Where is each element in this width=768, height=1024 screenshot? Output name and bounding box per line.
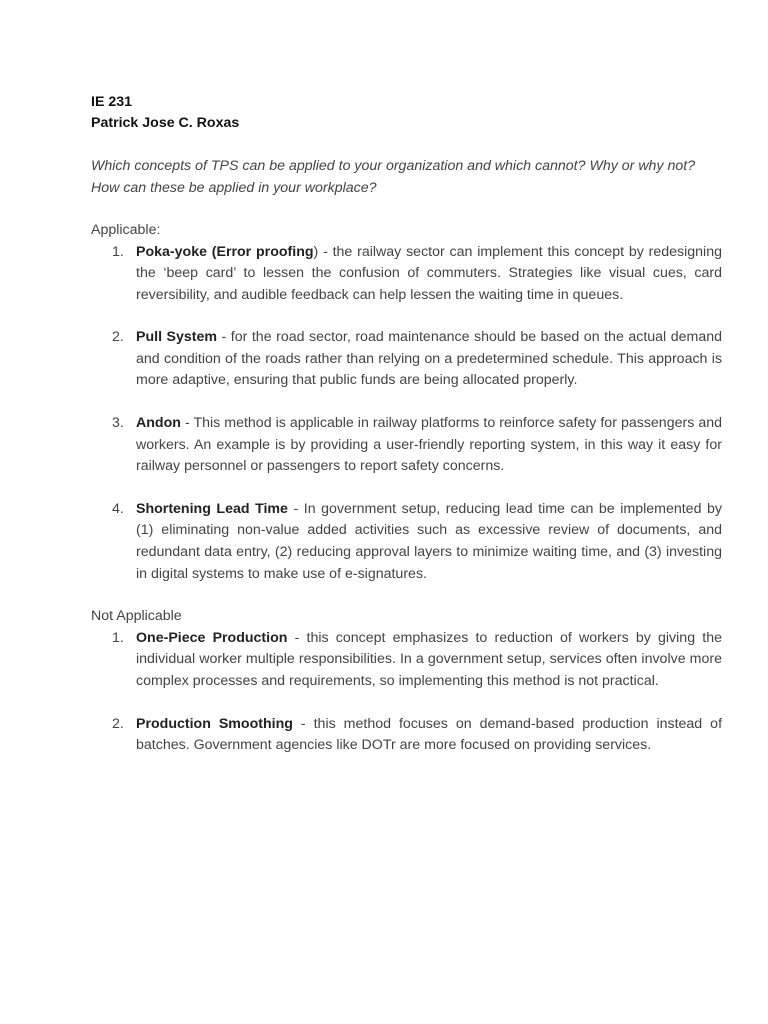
item-description: - for the road sector, road maintenance should be based on the actual demand and condition of the roads rather than relying on a predetermined schedule. This approach is more adaptive, ensuring that public funds are being allocated properly.	[136, 329, 722, 389]
item-term: Shortening Lead Time	[136, 500, 288, 517]
not-applicable-section	[91, 606, 722, 756]
list-item	[91, 327, 722, 392]
course-code: IE 231	[91, 94, 133, 110]
item-term: Andon	[136, 415, 181, 432]
list-item	[91, 242, 722, 307]
item-number: 4.	[112, 500, 124, 517]
item-number: 2.	[112, 329, 124, 346]
item-term: One-Piece Production	[136, 629, 288, 646]
applicable-section	[91, 220, 722, 585]
list-item	[91, 714, 722, 757]
item-description: ) - the railway sector can implement this concept by redesigning the ‘beep card’ to lessen the confusion of commuters. Strategies like visual cues, card reversibility, and audible feedback can help lessen the waiting time in queues.	[136, 243, 722, 303]
item-number: 3.	[112, 415, 124, 432]
item-number: 1.	[112, 629, 124, 646]
list-item	[91, 413, 722, 478]
item-term: Pull System	[136, 329, 218, 346]
not-applicable-heading: Not Applicable	[91, 608, 182, 625]
question-prompt	[91, 156, 722, 199]
item-number: 1.	[112, 243, 124, 260]
item-term: Production Smoothing	[136, 715, 293, 732]
question-line-2: How can these be applied in your workplace?	[91, 179, 377, 196]
applicable-heading: Applicable:	[91, 222, 161, 238]
list-item	[91, 628, 722, 693]
list-item	[91, 499, 722, 585]
not-applicable-list	[91, 628, 722, 757]
applicable-list	[91, 242, 722, 586]
item-description: - this method focuses on demand-based production instead of batches. Government agencies like DOTr are more focused on providing services.	[136, 715, 723, 754]
question-line-1: Which concepts of TPS can be applied to your organization and which cannot? Why or why not?	[91, 158, 696, 174]
document-header	[91, 92, 722, 134]
item-description: - this concept emphasizes to reduction of workers by giving the individual worker multiple responsibilities. In a government setup, services often involve more complex processes and requirements, so implementing this method is not practical.	[136, 629, 722, 689]
item-number: 2.	[112, 715, 124, 732]
item-description: - In government setup, reducing lead time can be implemented by (1) eliminating non-value added activities such as excessive review of documents, and redundant data entry, (2) reducing approval layers to minimize waiting time, and (3) investing in digital systems to make use of e-signatures.	[136, 500, 722, 582]
author-name: Patrick Jose C. Roxas	[91, 115, 240, 131]
item-term: Poka-yoke (Error proofing	[136, 243, 314, 260]
item-description: - This method is applicable in railway platforms to reinforce safety for passengers and workers. An example is by providing a user-friendly reporting system, in this way it easy for railway personnel or passengers to report safety concerns.	[136, 415, 722, 475]
